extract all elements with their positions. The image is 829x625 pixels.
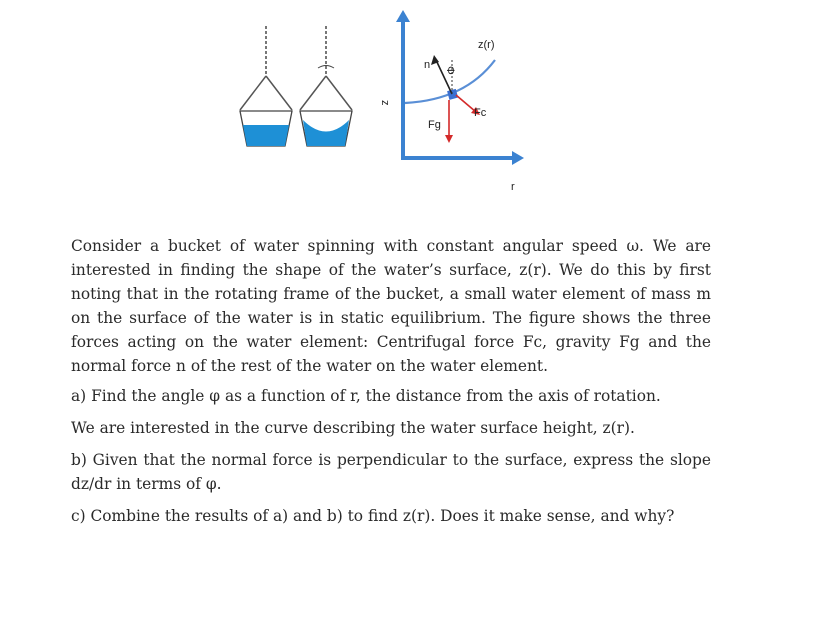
bucket-still-illustration — [240, 26, 292, 146]
zr-label: z(r) — [478, 39, 495, 51]
z-axis-side-label: z — [379, 100, 391, 106]
r-axis-arrow-icon — [512, 151, 524, 165]
bucket-handle — [300, 76, 326, 110]
bucket-spinning-illustration — [300, 26, 352, 146]
centrifugal-force-arrow — [456, 95, 476, 112]
part-a-question: a) Find the angle φ as a function of r, the distance from the axis of rotation. — [71, 387, 661, 405]
gravity-arrow-head-icon — [445, 135, 453, 143]
r-axis-label: r — [511, 181, 515, 193]
bucket-figure — [230, 8, 530, 198]
fc-label: Fc — [474, 107, 487, 119]
fg-label: Fg — [428, 119, 441, 131]
bucket-handle — [266, 76, 292, 110]
phi-label: Φ — [444, 66, 456, 75]
water-flat — [243, 125, 289, 146]
axes — [396, 10, 524, 165]
part-b-question: b) Given that the normal force is perpendicular to the surface, express the slope dz/dr in terms of φ. — [71, 451, 711, 493]
part-c-question: c) Combine the results of a) and b) to find z(r). Does it make sense, and why? — [71, 507, 675, 525]
z-axis-arrow-icon — [396, 10, 410, 22]
problem-intro: Consider a bucket of water spinning with constant angular speed ω. We are interested in finding the shape of the water’s surface, z(r). We do this by first noting that in the rotating frame of the bucket, a small water element of mass m on the surface of the water is in static equilibrium. The figure shows the three forces acting on the water element: Centrifugal force Fc, gravity Fg and the normal force n of the rest of the water on the water element. — [71, 237, 711, 375]
surface-height-statement: We are interested in the curve describing the water surface height, z(r). — [71, 419, 635, 437]
bucket-handle — [326, 76, 352, 110]
bucket-handle — [240, 76, 266, 110]
normal-label: n — [424, 59, 431, 71]
problem-text — [71, 234, 711, 536]
